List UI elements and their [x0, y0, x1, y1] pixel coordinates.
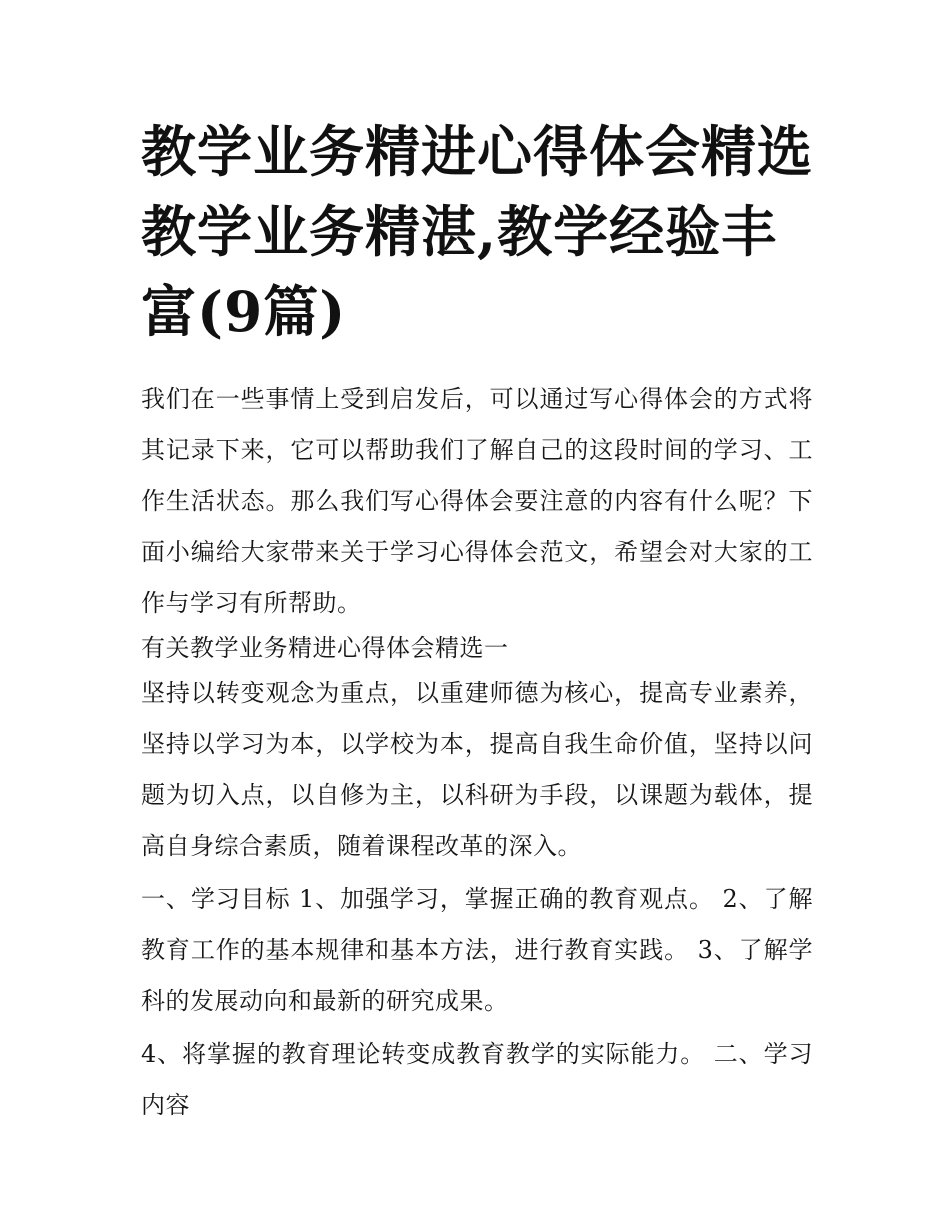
document-body	[141, 374, 813, 1131]
document-title: 教学业务精进心得体会精选 教学业务精湛,教学经验丰富(9篇)	[141, 119, 814, 344]
section-heading: 有关教学业务精进心得体会精选一	[141, 634, 509, 662]
intro-paragraph: 我们在一些事情上受到启发后，可以通过写心得体会的方式将其记录下来，它可以帮助我们了解自己的这段时间的学习、工作生活状态。那么我们写心得体会要注意的内容有什么呢？下面小编给大家带来关于学习心得体会范文，希望会对大家的工作与学习有所帮助。	[141, 385, 813, 617]
document-page	[141, 112, 813, 1131]
learning-goals-paragraph: 一、学习目标 1、加强学习，掌握正确的教育观点。 2、了解教育工作的基本规律和基本方法，进行教育实践。 3、了解学科的发展动向和最新的研究成果。	[141, 885, 813, 1015]
learning-content-paragraph: 4、将掌握的教育理论转变成教育教学的实际能力。 二、学习内容	[141, 1040, 813, 1119]
principle-paragraph: 坚持以转变观念为重点，以重建师德为核心，提高专业素养，坚持以学习为本，以学校为本，提高自我生命价值，坚持以问题为切入点，以自修为主，以科研为手段，以课题为载体，提高自身综合素质，随着课程改革的深入。	[141, 679, 813, 860]
